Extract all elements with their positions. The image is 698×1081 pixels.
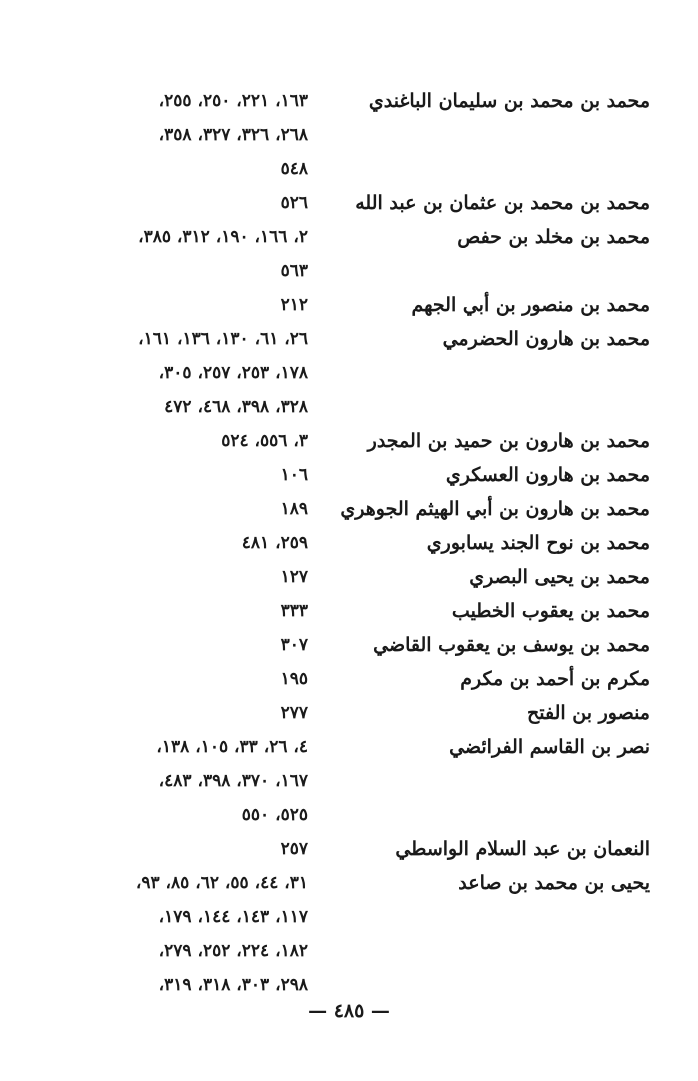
narrator-name: محمد بن يحيى البصري <box>469 566 650 588</box>
page-references: ٥٢٥، ٥٥٠ <box>241 805 308 825</box>
narrator-name: محمد بن يوسف بن يعقوب القاضي <box>373 634 650 656</box>
narrator-name: محمد بن منصور بن أبي الجهم <box>411 294 650 316</box>
narrator-name: منصور بن الفتح <box>526 702 650 724</box>
index-entry-row <box>0 798 698 832</box>
narrator-name: محمد بن محمد بن عثمان بن عبد الله <box>355 192 650 214</box>
page-references: ١٨٩ <box>280 499 308 519</box>
index-entry-row <box>0 730 698 764</box>
index-entry-row <box>0 866 698 900</box>
index-entry-row <box>0 560 698 594</box>
page-references: ١٨٢، ٢٢٤، ٢٥٢، ٢٧٩، <box>158 941 308 961</box>
narrator-name: مكرم بن أحمد بن مكرم <box>460 668 650 690</box>
page-references: ٢٩٨، ٣٠٣، ٣١٨، ٣١٩، <box>158 975 308 995</box>
narrator-name: النعمان بن عبد السلام الواسطي <box>395 838 650 860</box>
narrator-name: محمد بن يعقوب الخطيب <box>451 600 650 622</box>
index-entry-row <box>0 934 698 968</box>
narrator-name <box>360 900 650 934</box>
page-references: ٥٢٦ <box>280 193 308 213</box>
page-references: ٢٥٧ <box>280 839 308 859</box>
page-references: ١٠٦ <box>280 465 308 485</box>
index-entry-row <box>0 458 698 492</box>
index-entry-row <box>0 220 698 254</box>
index-entry-row <box>0 356 698 390</box>
page-references: ٣٢٨، ٣٩٨، ٤٦٨، ٤٧٢ <box>164 397 308 417</box>
index-entry-row <box>0 118 698 152</box>
index-entry-row <box>0 186 698 220</box>
narrator-name: محمد بن هارون بن حميد بن المجدر <box>367 430 650 452</box>
index-entry-row <box>0 764 698 798</box>
page-references: ١٢٧ <box>280 567 308 587</box>
narrator-name: نصر بن القاسم الفرائضي <box>449 736 650 758</box>
page-references: ٢٦٨، ٣٢٦، ٣٢٧، ٣٥٨، <box>158 125 308 145</box>
narrator-name <box>360 764 650 798</box>
page-references: ١٦٣، ٢٢١، ٢٥٠، ٢٥٥، <box>158 91 308 111</box>
page-references: ٣، ٥٥٦، ٥٢٤ <box>221 431 308 451</box>
page-references: ٢٦، ٦١، ١٣٠، ١٣٦، ١٦١، <box>138 329 308 349</box>
page-references: ٢٥٩، ٤٨١ <box>241 533 308 553</box>
index-entry-row <box>0 526 698 560</box>
page-references: ١٦٧، ٣٧٠، ٣٩٨، ٤٨٣، <box>158 771 308 791</box>
narrator-name: محمد بن محمد بن سليمان الباغندي <box>368 90 650 112</box>
narrator-name: محمد بن هارون العسكري <box>445 464 650 486</box>
index-entry-row <box>0 696 698 730</box>
index-entry-row <box>0 288 698 322</box>
narrator-name <box>360 934 650 968</box>
page-references: ٢١٢ <box>280 295 308 315</box>
page-references: ٥٦٣ <box>280 261 308 281</box>
index-entry-row <box>0 832 698 866</box>
narrator-name <box>360 968 650 1002</box>
page-references: ٥٤٨ <box>280 159 308 179</box>
index-entry-row <box>0 594 698 628</box>
narrator-name: يحيى بن محمد بن صاعد <box>458 872 650 894</box>
page-number: — ٤٨٥ — <box>308 1000 390 1022</box>
page-references: ٣٣٣ <box>280 601 308 621</box>
index-entry-row <box>0 254 698 288</box>
page-references: ٤، ٢٦، ٣٣، ١٠٥، ١٣٨، <box>156 737 308 757</box>
index-entry-row <box>0 900 698 934</box>
index-entry-row <box>0 968 698 1002</box>
index-entry-row <box>0 492 698 526</box>
index-entry-row <box>0 424 698 458</box>
narrator-name: محمد بن نوح الجند يسابوري <box>426 532 650 554</box>
index-entry-row <box>0 662 698 696</box>
narrator-name <box>360 390 650 424</box>
narrator-name <box>360 152 650 186</box>
narrator-name <box>360 254 650 288</box>
page-references: ٢، ١٦٦، ١٩٠، ٣١٢، ٣٨٥، <box>138 227 308 247</box>
page-references: ١١٧، ١٤٣، ١٤٤، ١٧٩، <box>158 907 308 927</box>
index-entry-row <box>0 322 698 356</box>
narrator-name: محمد بن هارون الحضرمي <box>442 328 650 350</box>
index-entry-row <box>0 390 698 424</box>
page-references: ٣٠٧ <box>280 635 308 655</box>
index-entry-row <box>0 84 698 118</box>
index-list <box>0 84 698 1002</box>
index-entry-row <box>0 628 698 662</box>
page-references: ٣١، ٤٤، ٥٥، ٦٢، ٨٥، ٩٣، <box>135 873 308 893</box>
page-references: ١٧٨، ٢٥٣، ٢٥٧، ٣٠٥، <box>158 363 308 383</box>
page-references: ٢٧٧ <box>280 703 308 723</box>
narrator-name: محمد بن مخلد بن حفص <box>457 226 650 248</box>
narrator-name: محمد بن هارون بن أبي الهيثم الجوهري <box>340 498 650 520</box>
narrator-name <box>360 798 650 832</box>
narrator-name <box>360 356 650 390</box>
page-references: ١٩٥ <box>280 669 308 689</box>
index-entry-row <box>0 152 698 186</box>
narrator-name <box>360 118 650 152</box>
